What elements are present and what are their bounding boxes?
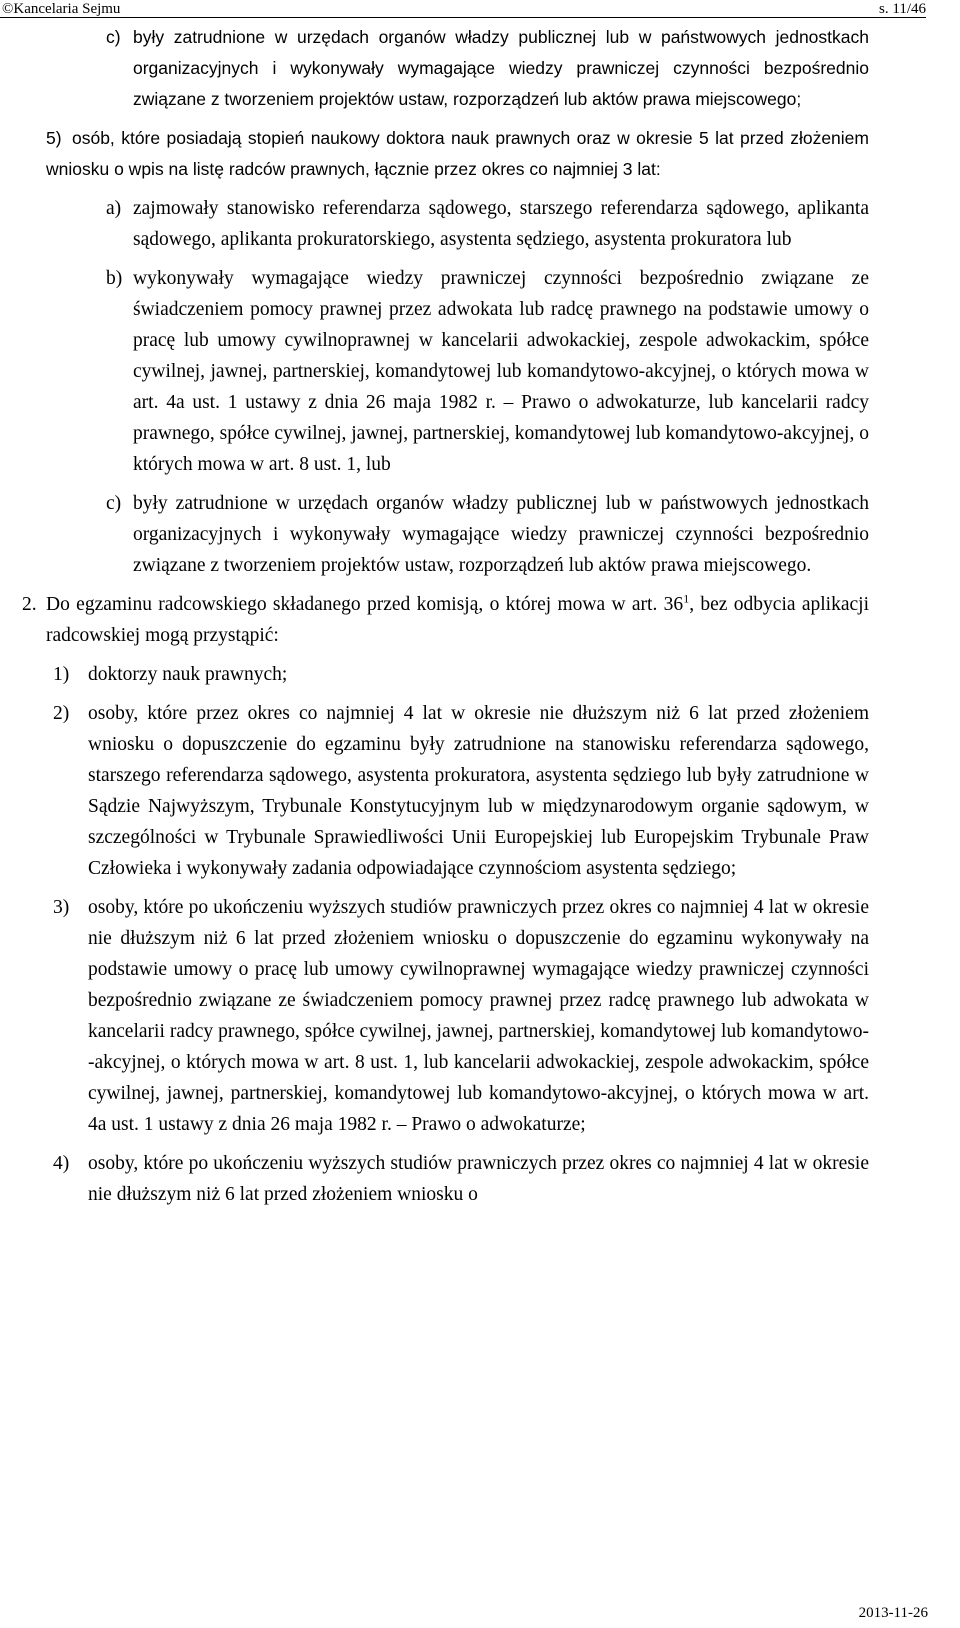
item-label: 5)	[46, 128, 62, 148]
item-text: osoby, które po ukończeniu wyższych studiów prawniczych przez okres co najmniej 4 lat w okresie nie dłuższym niż 6 lat przed złożeniem wniosku o dopuszczenie do egzaminu wykonywały na podstawie umowy o pracę lub umowy cywilnoprawnej wymagające wiedzy prawniczej czynności bezpośrednio związane ze świadczeniem pomocy prawnej przez radcę prawnego lub adwokata w kancelarii radcy prawnego, spółce cywilnej, jawnej, partnerskiej, komandytowej lub komandytowo- -akcyjnej, o których mowa w art. 8 ust. 1, lub kancelarii adwokackiej, zespole adwokackim, spółce cywilnej, jawnej, partnerskiej, komandytowej lub komandytowo-akcyjnej, o których mowa w art. 4a ust. 1 ustawy z dnia 26 maja 1982 r. – Prawo o adwokaturze;	[88, 897, 869, 1135]
item-text: były zatrudnione w urzędach organów władzy publicznej lub w państwowych jednostkach organizacyjnych i wykonywały wymagające wiedzy prawniczej czynności bezpośrednio związane z tworzeniem projektów ustaw, rozporządzeń lub aktów prawa miejscowego;	[133, 27, 869, 109]
list-item-point-2	[0, 698, 869, 884]
item-text-continued: , bez odbycia aplikacji radcowskiej mogą przystąpić:	[46, 594, 869, 646]
header-page-number: s. 11/46	[879, 1, 926, 17]
document-body	[0, 22, 960, 1218]
item-label: 4)	[53, 1153, 70, 1174]
footer-date: 2013-11-26	[858, 1605, 928, 1621]
list-item-c-first	[0, 22, 869, 115]
list-item-point-1	[0, 659, 869, 690]
list-item-point-4	[0, 1148, 869, 1210]
item-text: osoby, które przez okres co najmniej 4 lat w okresie nie dłuższym niż 6 lat przed złożeniem wniosku o dopuszczenie do egzaminu były zatrudnione na stanowisku referendarza sądowego, starszego referendarza sądowego, asystenta prokuratora, asystenta sędziego lub były zatrudnione w Sądzie Najwyższym, Trybunale Konstytucyjnym lub w międzynarodowym organie sądowym, w szczególności w Trybunale Sprawiedliwości Unii Europejskiej lub Europejskim Trybunale Praw Człowieka i wykonywały zadania odpowiadające czynnościom asystenta sędziego;	[88, 703, 869, 879]
item-text: wykonywały wymagające wiedzy prawniczej czynności bezpośrednio związane ze świadczeniem pomocy prawnej przez adwokata lub radcę prawnego na podstawie umowy o pracę lub umowy cywilnoprawnej w kancelarii adwokackiej, zespole adwokackim, spółce cywilnej, jawnej, partnerskiej, komandytowej lub komandytowo-akcyjnej, o których mowa w art. 4a ust. 1 ustawy z dnia 26 maja 1982 r. – Prawo o adwokaturze, lub kancelarii radcy prawnego, spółce cywilnej, jawnej, partnerskiej, komandytowej lub komandytowo-akcyjnej, o których mowa w art. 8 ust. 1, lub	[133, 268, 869, 475]
paragraph-2	[0, 589, 869, 651]
item-label: 2.	[22, 594, 37, 615]
item-text: doktorzy nauk prawnych;	[88, 664, 288, 685]
list-item-point-3	[0, 892, 869, 1140]
list-item-point-5	[0, 123, 869, 185]
list-item-a	[0, 193, 869, 255]
header-copyright: ©Kancelaria Sejmu	[2, 1, 121, 17]
item-label: c)	[106, 493, 122, 514]
item-label: 2)	[53, 703, 70, 724]
item-label: 1)	[53, 664, 70, 685]
item-label: c)	[106, 27, 121, 47]
list-item-c-second	[0, 488, 869, 581]
item-text: zajmowały stanowisko referendarza sądowego, starszego referendarza sądowego, aplikanta sądowego, aplikanta prokuratorskiego, asystenta sędziego, asystenta prokuratora lub	[133, 198, 869, 250]
superscript: 1	[683, 591, 690, 606]
header-divider	[0, 17, 926, 18]
item-label: b)	[106, 268, 123, 289]
item-text: osoby, które po ukończeniu wyższych studiów prawniczych przez okres co najmniej 4 lat w okresie nie dłuższym niż 6 lat przed złożeniem wniosku o	[88, 1153, 869, 1205]
item-text: osób, które posiadają stopień naukowy doktora nauk prawnych oraz w okresie 5 lat przed złożeniem wniosku o wpis na listę radców prawnych, łącznie przez okres co najmniej 3 lat:	[46, 128, 869, 179]
item-label: a)	[106, 198, 122, 219]
item-label: 3)	[53, 897, 70, 918]
list-item-b	[0, 263, 869, 480]
item-text: były zatrudnione w urzędach organów władzy publicznej lub w państwowych jednostkach organizacyjnych i wykonywały wymagające wiedzy prawniczej czynności bezpośrednio związane z tworzeniem projektów ustaw, rozporządzeń lub aktów prawa miejscowego.	[133, 493, 869, 576]
item-text: Do egzaminu radcowskiego składanego przed komisją, o której mowa w art. 36	[46, 594, 684, 615]
